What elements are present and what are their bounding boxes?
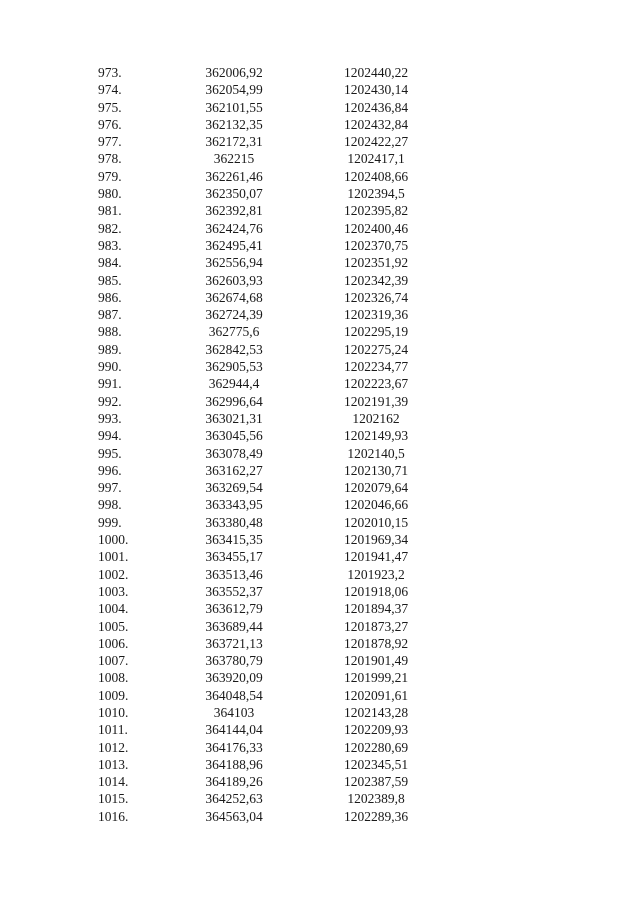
x-coordinate: 362172,31 (205, 134, 263, 150)
x-coordinate: 362674,68 (205, 289, 263, 305)
x-coordinate: 363162,27 (205, 462, 263, 478)
point-number: 992. (98, 393, 122, 409)
table-row (96, 150, 436, 167)
x-coordinate: 362905,53 (205, 359, 263, 375)
point-number: 1014. (98, 774, 129, 790)
point-number: 985. (98, 272, 122, 288)
point-number: 982. (98, 220, 122, 236)
y-coordinate: 1202223,67 (343, 376, 409, 392)
y-coordinate: 1202295,19 (343, 324, 409, 340)
x-coordinate: 362556,94 (205, 255, 263, 271)
x-coordinate: 363552,37 (205, 583, 263, 599)
table-row (96, 618, 436, 635)
point-number: 988. (98, 324, 122, 340)
y-coordinate: 1202394,5 (347, 186, 405, 202)
table-row (96, 116, 436, 133)
x-coordinate: 362350,07 (205, 186, 263, 202)
x-coordinate: 364189,26 (205, 774, 263, 790)
y-coordinate: 1202091,61 (343, 687, 409, 703)
point-number: 1016. (98, 808, 129, 824)
x-coordinate: 362775,6 (208, 324, 260, 340)
x-coordinate: 362603,93 (205, 272, 263, 288)
y-coordinate: 1202440,22 (343, 65, 409, 80)
y-coordinate: 1202149,93 (343, 428, 409, 444)
point-number: 1003. (98, 583, 129, 599)
table-row (96, 566, 436, 583)
x-coordinate: 363612,79 (205, 601, 263, 617)
y-coordinate: 1202010,15 (343, 514, 409, 530)
point-number: 1001. (98, 549, 129, 565)
table-row (96, 773, 436, 790)
point-number: 1006. (98, 635, 129, 651)
table-row (96, 790, 436, 807)
point-number: 989. (98, 341, 122, 357)
table-row (96, 410, 436, 427)
point-number: 990. (98, 359, 122, 375)
point-number: 1002. (98, 566, 129, 582)
table-row (96, 687, 436, 704)
x-coordinate: 363021,31 (205, 410, 263, 426)
point-number: 997. (98, 480, 122, 496)
y-coordinate: 1202046,66 (343, 497, 409, 513)
y-coordinate: 1202209,93 (343, 722, 409, 738)
y-coordinate: 1202140,5 (347, 445, 405, 461)
x-coordinate: 364103 (213, 704, 255, 720)
y-coordinate: 1201894,37 (343, 601, 409, 617)
point-number: 991. (98, 376, 122, 392)
x-coordinate: 363343,95 (205, 497, 263, 513)
point-number: 973. (98, 65, 122, 80)
table-row (96, 445, 436, 462)
x-coordinate: 363455,17 (205, 549, 263, 565)
y-coordinate: 1201941,47 (343, 549, 409, 565)
y-coordinate: 1201878,92 (343, 635, 409, 651)
x-coordinate: 362261,46 (205, 168, 263, 184)
x-coordinate: 363415,35 (205, 532, 263, 548)
y-coordinate: 1202191,39 (343, 393, 409, 409)
point-number: 1013. (98, 756, 129, 772)
y-coordinate: 1202430,14 (343, 82, 409, 98)
y-coordinate: 1202436,84 (343, 99, 409, 115)
y-coordinate: 1202422,27 (343, 134, 409, 150)
y-coordinate: 1201873,27 (343, 618, 409, 634)
y-coordinate: 1201969,34 (343, 532, 409, 548)
y-coordinate: 1202319,36 (343, 307, 409, 323)
point-number: 976. (98, 116, 122, 132)
table-row (96, 254, 436, 271)
table-row (96, 99, 436, 116)
x-coordinate: 362006,92 (205, 65, 263, 80)
y-coordinate: 1202162 (352, 410, 400, 426)
x-coordinate: 363780,79 (205, 653, 263, 669)
x-coordinate: 362842,53 (205, 341, 263, 357)
x-coordinate: 363721,13 (205, 635, 263, 651)
x-coordinate: 363045,56 (205, 428, 263, 444)
y-coordinate: 1202326,74 (343, 289, 409, 305)
table-row (96, 237, 436, 254)
x-coordinate: 362215 (213, 151, 255, 167)
table-row (96, 323, 436, 340)
point-number: 1015. (98, 791, 129, 807)
point-number: 986. (98, 289, 122, 305)
y-coordinate: 1202432,84 (343, 116, 409, 132)
point-number: 978. (98, 151, 122, 167)
point-number: 1007. (98, 653, 129, 669)
point-number: 977. (98, 134, 122, 150)
y-coordinate: 1202370,75 (343, 237, 409, 253)
x-coordinate: 363513,46 (205, 566, 263, 582)
point-number: 1005. (98, 618, 129, 634)
x-coordinate: 362101,55 (205, 99, 263, 115)
y-coordinate: 1202389,8 (347, 791, 405, 807)
y-coordinate: 1202143,28 (343, 704, 409, 720)
table-row (96, 496, 436, 513)
point-number: 1012. (98, 739, 129, 755)
point-number: 1010. (98, 704, 129, 720)
point-number: 1009. (98, 687, 129, 703)
x-coordinate: 364252,63 (205, 791, 263, 807)
table-row (96, 306, 436, 323)
y-coordinate: 1202234,77 (343, 359, 409, 375)
x-coordinate: 362392,81 (205, 203, 263, 219)
coordinate-table (96, 64, 436, 825)
point-number: 979. (98, 168, 122, 184)
table-row (96, 531, 436, 548)
y-coordinate: 1202408,66 (343, 168, 409, 184)
x-coordinate: 364048,54 (205, 687, 263, 703)
point-number: 984. (98, 255, 122, 271)
point-number: 1011. (98, 722, 128, 738)
x-coordinate: 362996,64 (205, 393, 263, 409)
point-number: 974. (98, 82, 122, 98)
x-coordinate: 362724,39 (205, 307, 263, 323)
y-coordinate: 1201901,49 (343, 653, 409, 669)
point-number: 994. (98, 428, 122, 444)
table-row (96, 635, 436, 652)
x-coordinate: 363078,49 (205, 445, 263, 461)
table-row (96, 721, 436, 738)
y-coordinate: 1202345,51 (343, 756, 409, 772)
point-number: 998. (98, 497, 122, 513)
point-number: 993. (98, 410, 122, 426)
y-coordinate: 1201923,2 (347, 566, 405, 582)
point-number: 995. (98, 445, 122, 461)
y-coordinate: 1202289,36 (343, 808, 409, 824)
x-coordinate: 362132,35 (205, 116, 263, 132)
y-coordinate: 1201999,21 (343, 670, 409, 686)
y-coordinate: 1202079,64 (343, 480, 409, 496)
point-number: 983. (98, 237, 122, 253)
table-row (96, 704, 436, 721)
table-row (96, 669, 436, 686)
table-row (96, 393, 436, 410)
table-row (96, 81, 436, 98)
y-coordinate: 1201918,06 (343, 583, 409, 599)
table-row (96, 375, 436, 392)
point-number: 1000. (98, 532, 129, 548)
x-coordinate: 364188,96 (205, 756, 263, 772)
table-row (96, 479, 436, 496)
table-row (96, 168, 436, 185)
table-row (96, 600, 436, 617)
y-coordinate: 1202400,46 (343, 220, 409, 236)
point-number: 999. (98, 514, 122, 530)
table-row (96, 289, 436, 306)
y-coordinate: 1202387,59 (343, 774, 409, 790)
table-row (96, 185, 436, 202)
table-row (96, 548, 436, 565)
x-coordinate: 364563,04 (205, 808, 263, 824)
point-number: 1004. (98, 601, 129, 617)
y-coordinate: 1202275,24 (343, 341, 409, 357)
y-coordinate: 1202351,92 (343, 255, 409, 271)
table-row (96, 64, 436, 81)
y-coordinate: 1202395,82 (343, 203, 409, 219)
table-row (96, 583, 436, 600)
point-number: 980. (98, 186, 122, 202)
table-row (96, 341, 436, 358)
x-coordinate: 362944,4 (208, 376, 260, 392)
point-number: 975. (98, 99, 122, 115)
x-coordinate: 363920,09 (205, 670, 263, 686)
table-row (96, 652, 436, 669)
table-row (96, 272, 436, 289)
table-row (96, 808, 436, 825)
x-coordinate: 363380,48 (205, 514, 263, 530)
x-coordinate: 364144,04 (205, 722, 263, 738)
y-coordinate: 1202130,71 (343, 462, 409, 478)
point-number: 981. (98, 203, 122, 219)
table-row (96, 358, 436, 375)
y-coordinate: 1202280,69 (343, 739, 409, 755)
x-coordinate: 364176,33 (205, 739, 263, 755)
table-row (96, 220, 436, 237)
table-row (96, 427, 436, 444)
table-row (96, 756, 436, 773)
y-coordinate: 1202417,1 (347, 151, 405, 167)
x-coordinate: 362424,76 (205, 220, 263, 236)
point-number: 1008. (98, 670, 129, 686)
point-number: 996. (98, 462, 122, 478)
y-coordinate: 1202342,39 (343, 272, 409, 288)
point-number: 987. (98, 307, 122, 323)
x-coordinate: 362054,99 (205, 82, 263, 98)
table-row (96, 514, 436, 531)
table-row (96, 133, 436, 150)
x-coordinate: 363269,54 (205, 480, 263, 496)
x-coordinate: 363689,44 (205, 618, 263, 634)
table-row (96, 739, 436, 756)
x-coordinate: 362495,41 (205, 237, 263, 253)
table-row (96, 202, 436, 219)
table-row (96, 462, 436, 479)
